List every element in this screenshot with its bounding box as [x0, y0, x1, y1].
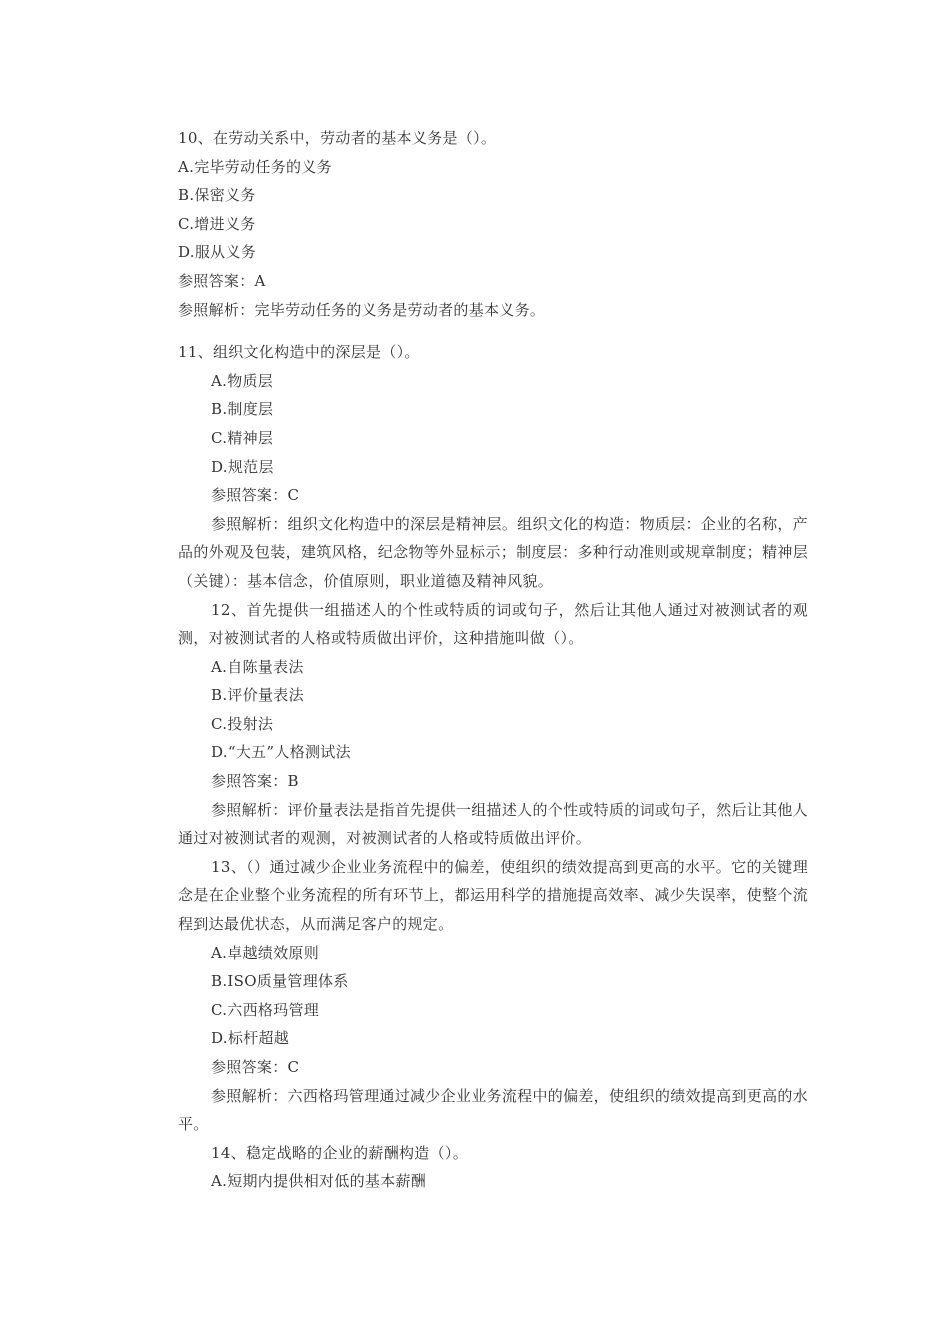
document-content — [178, 124, 808, 1196]
question-13 — [178, 853, 808, 1139]
question-11-text: 11、组织文化构造中的深层是（）。 — [178, 343, 420, 362]
question-13-analysis: 参照解析：六西格玛管理通过减少企业业务流程中的偏差，使组织的绩效提高到更高的水平。 — [178, 1086, 808, 1134]
question-11 — [178, 338, 808, 595]
question-14-option-a: A.短期内提供相对低的基本薪酬 — [211, 1172, 427, 1191]
question-10-option-b: B.保密义务 — [178, 186, 256, 205]
question-11-option-d: D.规范层 — [211, 457, 274, 476]
question-12-option-b: B.评价量表法 — [211, 686, 304, 705]
question-12 — [178, 596, 808, 853]
question-13-option-a: A.卓越绩效原则 — [211, 943, 320, 962]
question-10-answer: 参照答案：A — [178, 271, 266, 290]
question-13-text: 13、（）通过减少企业业务流程中的偏差，使组织的绩效提高到更高的水平。它的关键理念是在企业整个业务流程的所有环节上，都运用科学的措施提高效率、减少失误率，使整个流程到达最优状态，从而满足客户的规定。 — [178, 857, 808, 934]
question-10-option-a: A.完毕劳动任务的义务 — [178, 157, 332, 176]
question-12-option-a: A.自陈量表法 — [211, 657, 304, 676]
question-13-option-c: C.六西格玛管理 — [211, 1000, 320, 1019]
question-10-option-d: D.服从义务 — [178, 243, 257, 262]
question-14 — [178, 1139, 808, 1196]
question-11-option-a: A.物质层 — [211, 371, 274, 390]
question-12-option-c: C.投射法 — [211, 714, 274, 733]
question-12-analysis: 参照解析：评价量表法是指首先提供一组描述人的个性或特质的词或句子，然后让其他人通过对被测试者的观测，对被测试者的人格或特质做出评价。 — [178, 800, 808, 848]
question-13-option-d: D.标杆超越 — [211, 1029, 290, 1048]
section-gap — [178, 324, 808, 338]
question-14-text: 14、稳定战略的企业的薪酬构造（）。 — [211, 1143, 468, 1162]
question-12-answer: 参照答案：B — [211, 772, 299, 791]
question-12-option-d: D.“大五”人格测试法 — [211, 743, 351, 762]
question-11-option-c: C.精神层 — [211, 428, 274, 447]
question-10 — [178, 124, 808, 324]
question-13-answer: 参照答案：C — [211, 1058, 300, 1076]
question-11-analysis: 参照解析：组织文化构造中的深层是精神层。组织文化的构造：物质层：企业的名称，产品的外观及包装，建筑风格，纪念物等外显标示；制度层：多种行动准则或规章制度；精神层（关键）：基本信念，价值原则，职业道德及精神风貌。 — [178, 514, 808, 590]
question-10-text: 10、在劳动关系中，劳动者的基本义务是（）。 — [178, 129, 497, 147]
question-10-option-c: C.增进义务 — [178, 214, 256, 233]
question-12-text: 12、首先提供一组描述人的个性或特质的词或句子，然后让其他人通过对被测试者的观测，对被测试者的人格或特质做出评价，这种措施叫做（）。 — [178, 600, 808, 648]
question-11-answer: 参照答案：C — [211, 486, 300, 505]
question-11-option-b: B.制度层 — [211, 400, 274, 419]
question-10-analysis: 参照解析：完毕劳动任务的义务是劳动者的基本义务。 — [178, 300, 546, 319]
question-13-option-b: B.ISO质量管理体系 — [211, 972, 349, 991]
